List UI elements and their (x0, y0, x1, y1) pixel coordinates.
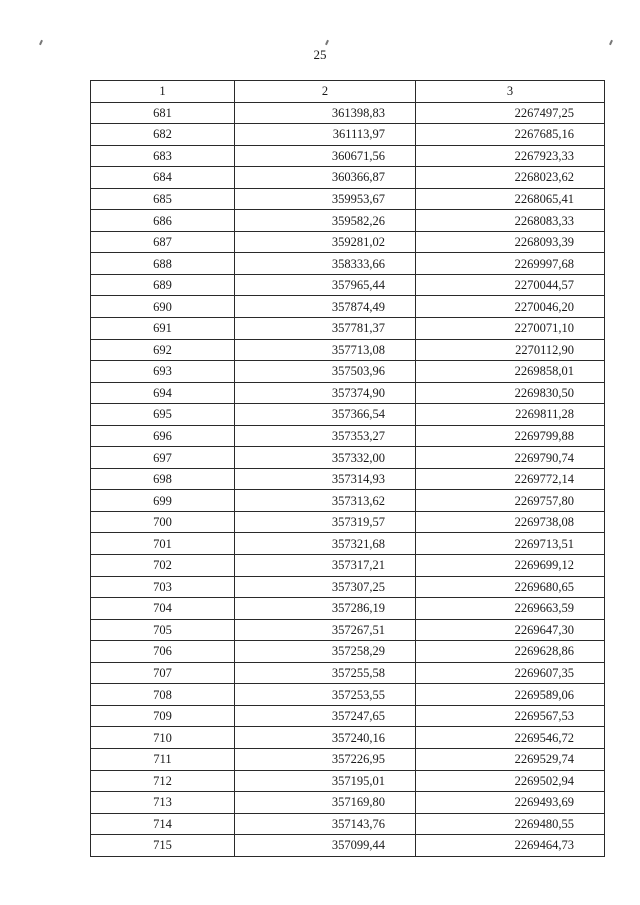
table-row (91, 210, 605, 232)
table-header-row (91, 81, 605, 103)
scan-speck (609, 40, 613, 45)
column-header-1: 1 (91, 81, 235, 103)
table-row (91, 684, 605, 706)
x-coordinate-cell: 357247,65 (235, 705, 416, 727)
y-coordinate-cell: 2269699,12 (416, 555, 605, 577)
x-coordinate-cell: 360366,87 (235, 167, 416, 189)
point-number-cell: 681 (91, 102, 235, 124)
y-coordinate-cell: 2268065,41 (416, 188, 605, 210)
y-coordinate-cell: 2269738,08 (416, 511, 605, 533)
x-coordinate-cell: 359281,02 (235, 231, 416, 253)
x-coordinate-cell: 357874,49 (235, 296, 416, 318)
y-coordinate-cell: 2270071,10 (416, 318, 605, 340)
x-coordinate-cell: 357366,54 (235, 404, 416, 426)
x-coordinate-cell: 361398,83 (235, 102, 416, 124)
table-row (91, 490, 605, 512)
scan-speck (39, 40, 43, 45)
point-number-cell: 684 (91, 167, 235, 189)
y-coordinate-cell: 2269647,30 (416, 619, 605, 641)
y-coordinate-cell: 2269567,53 (416, 705, 605, 727)
page-number: 25 (313, 47, 327, 62)
table-row (91, 468, 605, 490)
point-number-cell: 692 (91, 339, 235, 361)
point-number-cell: 689 (91, 274, 235, 296)
point-number-cell: 706 (91, 641, 235, 663)
y-coordinate-cell: 2267497,25 (416, 102, 605, 124)
y-coordinate-cell: 2268093,39 (416, 231, 605, 253)
y-coordinate-cell: 2269799,88 (416, 425, 605, 447)
x-coordinate-cell: 357169,80 (235, 792, 416, 814)
table-row (91, 404, 605, 426)
point-number-cell: 682 (91, 124, 235, 146)
point-number-cell: 693 (91, 361, 235, 383)
point-number-cell: 714 (91, 813, 235, 835)
y-coordinate-cell: 2269997,68 (416, 253, 605, 275)
point-number-cell: 699 (91, 490, 235, 512)
table-row (91, 662, 605, 684)
x-coordinate-cell: 357253,55 (235, 684, 416, 706)
x-coordinate-cell: 357317,21 (235, 555, 416, 577)
y-coordinate-cell: 2270112,90 (416, 339, 605, 361)
x-coordinate-cell: 357255,58 (235, 662, 416, 684)
point-number-cell: 697 (91, 447, 235, 469)
point-number-cell: 695 (91, 404, 235, 426)
x-coordinate-cell: 357374,90 (235, 382, 416, 404)
table-row (91, 727, 605, 749)
table-row (91, 813, 605, 835)
table-row (91, 641, 605, 663)
table-row (91, 274, 605, 296)
table-row (91, 102, 605, 124)
table-row (91, 576, 605, 598)
y-coordinate-cell: 2267923,33 (416, 145, 605, 167)
x-coordinate-cell: 357321,68 (235, 533, 416, 555)
point-number-cell: 705 (91, 619, 235, 641)
point-number-cell: 715 (91, 835, 235, 857)
coordinates-table (90, 80, 605, 857)
y-coordinate-cell: 2269790,74 (416, 447, 605, 469)
table-row (91, 124, 605, 146)
y-coordinate-cell: 2269830,50 (416, 382, 605, 404)
x-coordinate-cell: 360671,56 (235, 145, 416, 167)
point-number-cell: 683 (91, 145, 235, 167)
x-coordinate-cell: 357195,01 (235, 770, 416, 792)
table-row (91, 145, 605, 167)
point-number-cell: 701 (91, 533, 235, 555)
x-coordinate-cell: 358333,66 (235, 253, 416, 275)
column-header-2: 2 (235, 81, 416, 103)
table-row (91, 792, 605, 814)
table-row (91, 555, 605, 577)
point-number-cell: 703 (91, 576, 235, 598)
y-coordinate-cell: 2270046,20 (416, 296, 605, 318)
x-coordinate-cell: 361113,97 (235, 124, 416, 146)
y-coordinate-cell: 2269663,59 (416, 598, 605, 620)
table-row (91, 167, 605, 189)
point-number-cell: 690 (91, 296, 235, 318)
table-row (91, 705, 605, 727)
y-coordinate-cell: 2269811,28 (416, 404, 605, 426)
y-coordinate-cell: 2269589,06 (416, 684, 605, 706)
x-coordinate-cell: 357307,25 (235, 576, 416, 598)
y-coordinate-cell: 2269502,94 (416, 770, 605, 792)
x-coordinate-cell: 357713,08 (235, 339, 416, 361)
y-coordinate-cell: 2269713,51 (416, 533, 605, 555)
table-row (91, 253, 605, 275)
x-coordinate-cell: 359582,26 (235, 210, 416, 232)
y-coordinate-cell: 2269607,35 (416, 662, 605, 684)
x-coordinate-cell: 357319,57 (235, 511, 416, 533)
point-number-cell: 685 (91, 188, 235, 210)
x-coordinate-cell: 357099,44 (235, 835, 416, 857)
x-coordinate-cell: 357353,27 (235, 425, 416, 447)
table-row (91, 835, 605, 857)
y-coordinate-cell: 2269493,69 (416, 792, 605, 814)
table-row (91, 598, 605, 620)
y-coordinate-cell: 2268023,62 (416, 167, 605, 189)
y-coordinate-cell: 2270044,57 (416, 274, 605, 296)
x-coordinate-cell: 357332,00 (235, 447, 416, 469)
table-row (91, 382, 605, 404)
x-coordinate-cell: 357143,76 (235, 813, 416, 835)
point-number-cell: 700 (91, 511, 235, 533)
table-row (91, 339, 605, 361)
point-number-cell: 691 (91, 318, 235, 340)
table-row (91, 748, 605, 770)
table-row (91, 447, 605, 469)
x-coordinate-cell: 357226,95 (235, 748, 416, 770)
point-number-cell: 696 (91, 425, 235, 447)
table-row (91, 296, 605, 318)
y-coordinate-cell: 2269464,73 (416, 835, 605, 857)
column-header-3: 3 (416, 81, 605, 103)
y-coordinate-cell: 2269546,72 (416, 727, 605, 749)
point-number-cell: 702 (91, 555, 235, 577)
point-number-cell: 698 (91, 468, 235, 490)
point-number-cell: 709 (91, 705, 235, 727)
point-number-cell: 708 (91, 684, 235, 706)
y-coordinate-cell: 2269529,74 (416, 748, 605, 770)
x-coordinate-cell: 357503,96 (235, 361, 416, 383)
table-row (91, 361, 605, 383)
point-number-cell: 713 (91, 792, 235, 814)
scan-speck (325, 40, 329, 45)
x-coordinate-cell: 357313,62 (235, 490, 416, 512)
point-number-cell: 707 (91, 662, 235, 684)
x-coordinate-cell: 359953,67 (235, 188, 416, 210)
point-number-cell: 710 (91, 727, 235, 749)
table-row (91, 619, 605, 641)
table-row (91, 188, 605, 210)
point-number-cell: 688 (91, 253, 235, 275)
x-coordinate-cell: 357314,93 (235, 468, 416, 490)
table-row (91, 318, 605, 340)
x-coordinate-cell: 357258,29 (235, 641, 416, 663)
point-number-cell: 687 (91, 231, 235, 253)
y-coordinate-cell: 2269680,65 (416, 576, 605, 598)
x-coordinate-cell: 357267,51 (235, 619, 416, 641)
y-coordinate-cell: 2269858,01 (416, 361, 605, 383)
table-row (91, 511, 605, 533)
y-coordinate-cell: 2269480,55 (416, 813, 605, 835)
y-coordinate-cell: 2267685,16 (416, 124, 605, 146)
x-coordinate-cell: 357240,16 (235, 727, 416, 749)
point-number-cell: 712 (91, 770, 235, 792)
table-row (91, 425, 605, 447)
table-row (91, 231, 605, 253)
x-coordinate-cell: 357286,19 (235, 598, 416, 620)
x-coordinate-cell: 357965,44 (235, 274, 416, 296)
point-number-cell: 704 (91, 598, 235, 620)
table-row (91, 533, 605, 555)
point-number-cell: 694 (91, 382, 235, 404)
y-coordinate-cell: 2268083,33 (416, 210, 605, 232)
point-number-cell: 686 (91, 210, 235, 232)
x-coordinate-cell: 357781,37 (235, 318, 416, 340)
y-coordinate-cell: 2269757,80 (416, 490, 605, 512)
y-coordinate-cell: 2269772,14 (416, 468, 605, 490)
table-row (91, 770, 605, 792)
y-coordinate-cell: 2269628,86 (416, 641, 605, 663)
point-number-cell: 711 (91, 748, 235, 770)
